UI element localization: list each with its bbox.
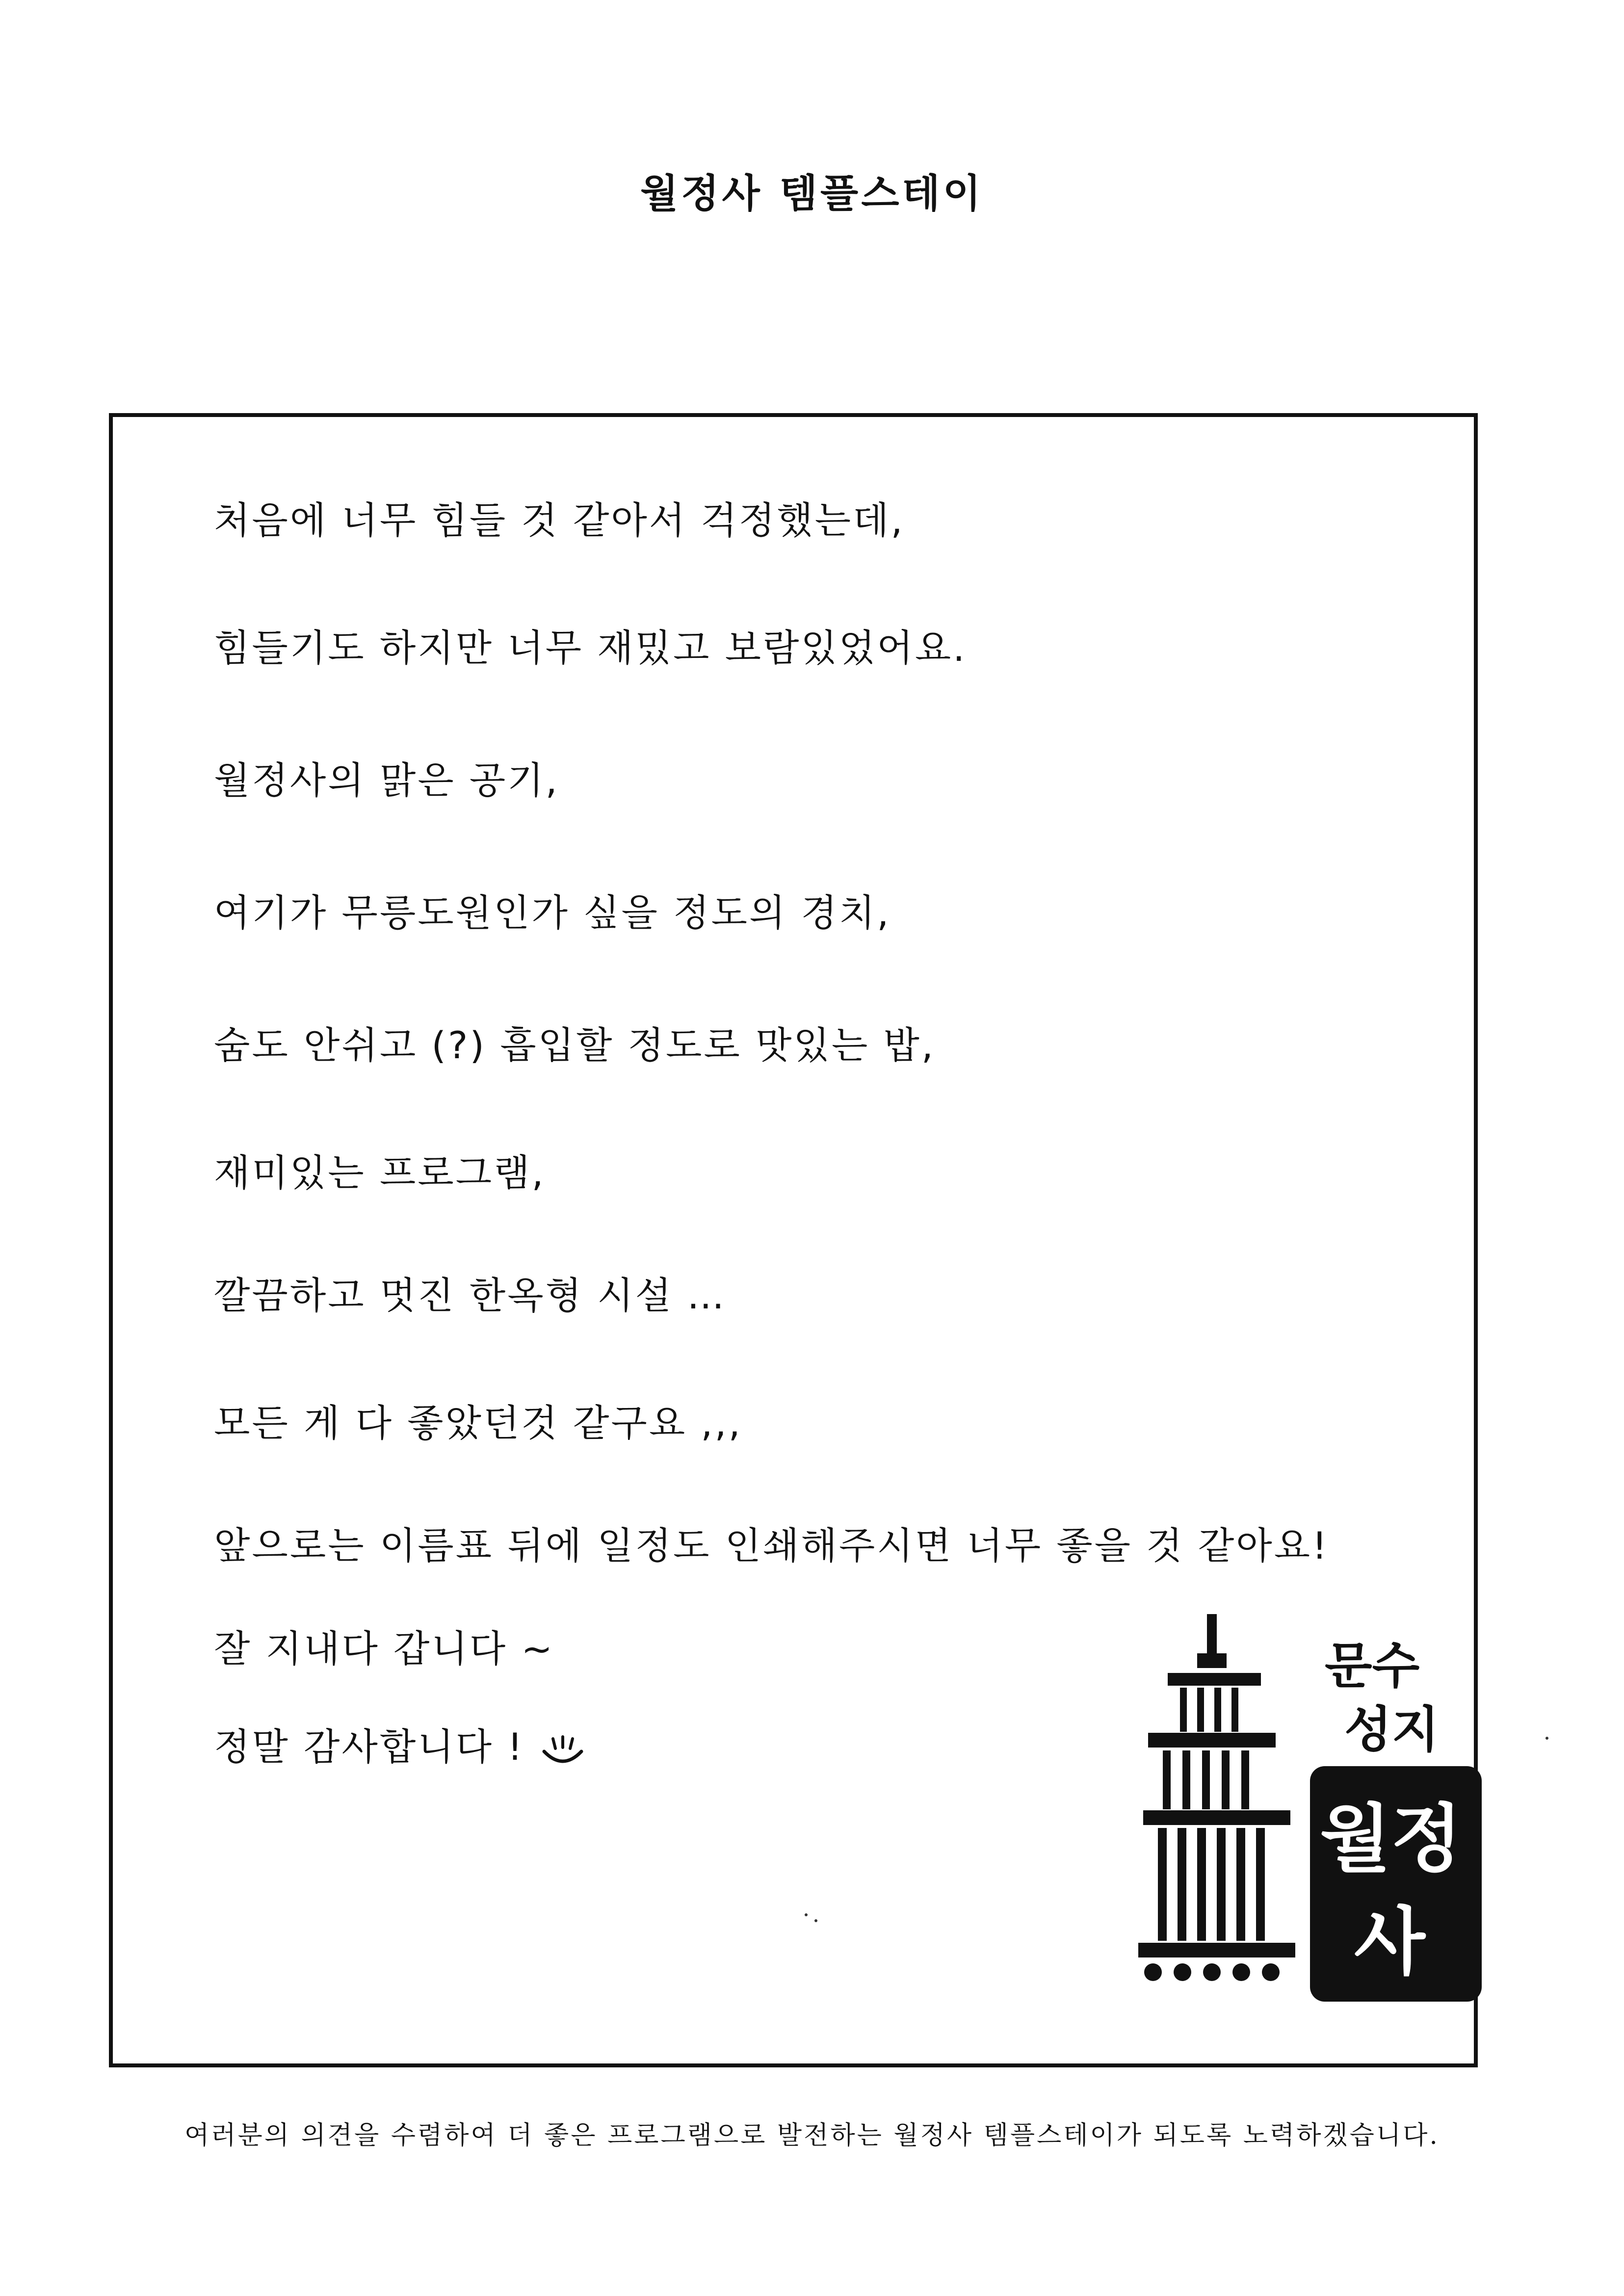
scan-speck [1545, 1737, 1548, 1740]
comment-line-2: 힘들기도 하지만 너무 재밌고 보람있었어요. [214, 626, 967, 670]
comment-line-6: 재미있는 프로그램, [214, 1151, 546, 1195]
comment-line-11 [214, 1717, 587, 1771]
comment-line-1: 처음에 너무 힘들 것 같아서 걱정했는데, [214, 498, 905, 542]
scan-speck [814, 1919, 817, 1922]
pagoda-icon [1138, 1614, 1295, 1981]
page-title: 월정사 템플스테이 [640, 171, 984, 216]
comment-line-7: 깔끔하고 멋진 한옥형 시설 … [214, 1274, 727, 1317]
comment-line-5: 숨도 안쉬고 (?) 흡입할 정도로 맛있는 밥, [214, 1023, 935, 1067]
scan-speck [805, 1913, 808, 1916]
temple-seal-stamp [1138, 1604, 1506, 2011]
comment-line-3: 월정사의 맑은 공기, [214, 758, 559, 802]
smile-icon [538, 1730, 587, 1769]
footer-note: 여러분의 의견을 수렴하여 더 좋은 프로그램으로 발전하는 월정사 템플스테이가 되도록 노력하겠습니다. [184, 2121, 1440, 2150]
seal-top-text-1: 문수 [1325, 1637, 1420, 1695]
comment-line-10: 잘 지내다 갑니다 ~ [214, 1627, 555, 1670]
seal-box-text-2: 사 [1354, 1900, 1425, 1985]
comment-line-8: 모든 게 다 좋았던것 같구요 ,,, [214, 1401, 742, 1445]
comment-line-4: 여기가 무릉도원인가 싶을 정도의 경치, [214, 891, 891, 935]
comment-line-11-text: 정말 감사합니다 ! [214, 1725, 524, 1769]
seal-top-text-2: 성지 [1344, 1701, 1440, 1758]
comment-line-9: 앞으로는 이름표 뒤에 일정도 인쇄해주시면 너무 좋을 것 같아요! [214, 1524, 1329, 1567]
seal-box-text-1: 월정 [1320, 1797, 1462, 1882]
